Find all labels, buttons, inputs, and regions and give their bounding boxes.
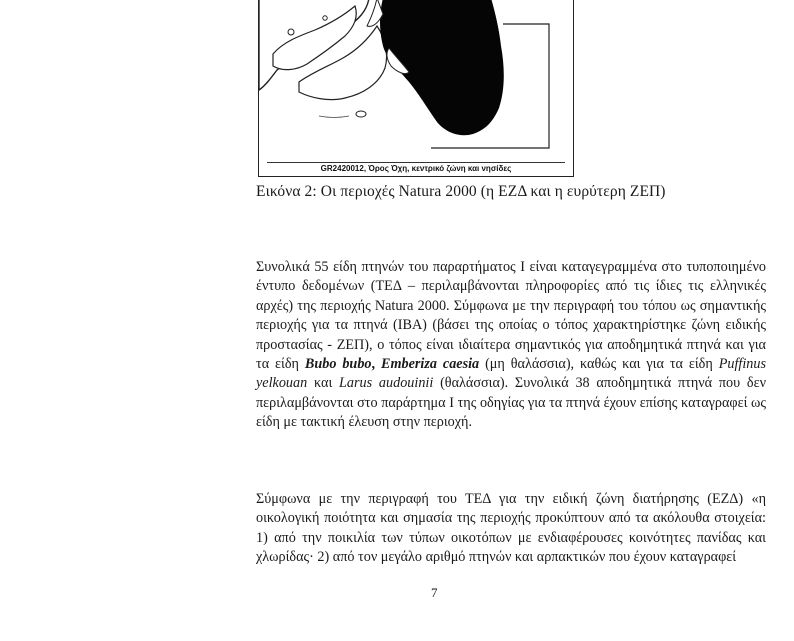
map-image <box>259 0 573 176</box>
figure-caption: Εικόνα 2: Οι περιοχές Natura 2000 (η ΕΖΔ και η ευρύτερη ΖΕΠ) <box>256 183 666 200</box>
map-site-label: GR2420012, Όρος Όχη, κεντρικό ζώνη και νησίδες <box>267 162 565 173</box>
page-number: 7 <box>431 585 438 600</box>
text-span: (θαλάσσια). Συνολικά 38 αποδημητικά πτηνά που δεν περιλαμβάνονται στο παράρτημα Ι της οδηγίας για τα πτηνά έχουν επίσης καταγραφεί ως είδη με τακτική έλευση στην περιοχή. <box>256 375 766 431</box>
text-span: , <box>371 356 381 373</box>
paragraph-birds <box>256 258 766 433</box>
natura-map-figure <box>258 0 574 177</box>
species-name: Emberiza caesia <box>381 356 480 373</box>
paragraph-ezd <box>256 490 766 568</box>
species-name: Puffinus yelkouan <box>256 356 766 392</box>
species-name: Larus audouinii <box>339 375 434 392</box>
paragraph-text: Σύμφωνα με την περιγραφή του ΤΕΔ για την ειδική ζώνη διατήρησης (ΕΖΔ) «η οικολογική ποιότητα και σημασία της περιοχής προκύπτουν από τα ακόλουθα στοιχεία: 1) από την ποικιλία των τύπων οικοτόπων με ενδιαφέρουσες κοινότητες πανίδας και χλωρίδας· 2) από τον μεγάλο αριθμό πτηνών και αρπακτικών που έχουν καταγραφεί <box>256 491 766 566</box>
text-span: και <box>307 375 340 392</box>
species-name: Bubo bubo <box>304 356 372 373</box>
text-span: Συνολικά 55 είδη πτηνών του παραρτήματος Ι είναι καταγεγραμμένα στο τυποποιημένο έντυπο δεδομένων (ΤΕΔ – περιλαμβάνονται πληροφορίες από τις ίδιες τις ελληνικές αρχές) της περιοχής Natura 2000. Σύμφωνα με την περιγραφή του τόπου ως σημαντικής περιοχής για τα πτηνά (ΙΒΑ) (βάσει της οποίας ο τόπος χαρακτηρίστηκε ζώνη ειδικής προστασίας - ΖΕΠ), ο τόπος είναι ιδιαίτερα σημαντικός για αποδημητικά πτηνά και για τα είδη <box>256 259 766 373</box>
text-span: (μη θαλάσσια), καθώς και για τα είδη <box>479 356 719 373</box>
